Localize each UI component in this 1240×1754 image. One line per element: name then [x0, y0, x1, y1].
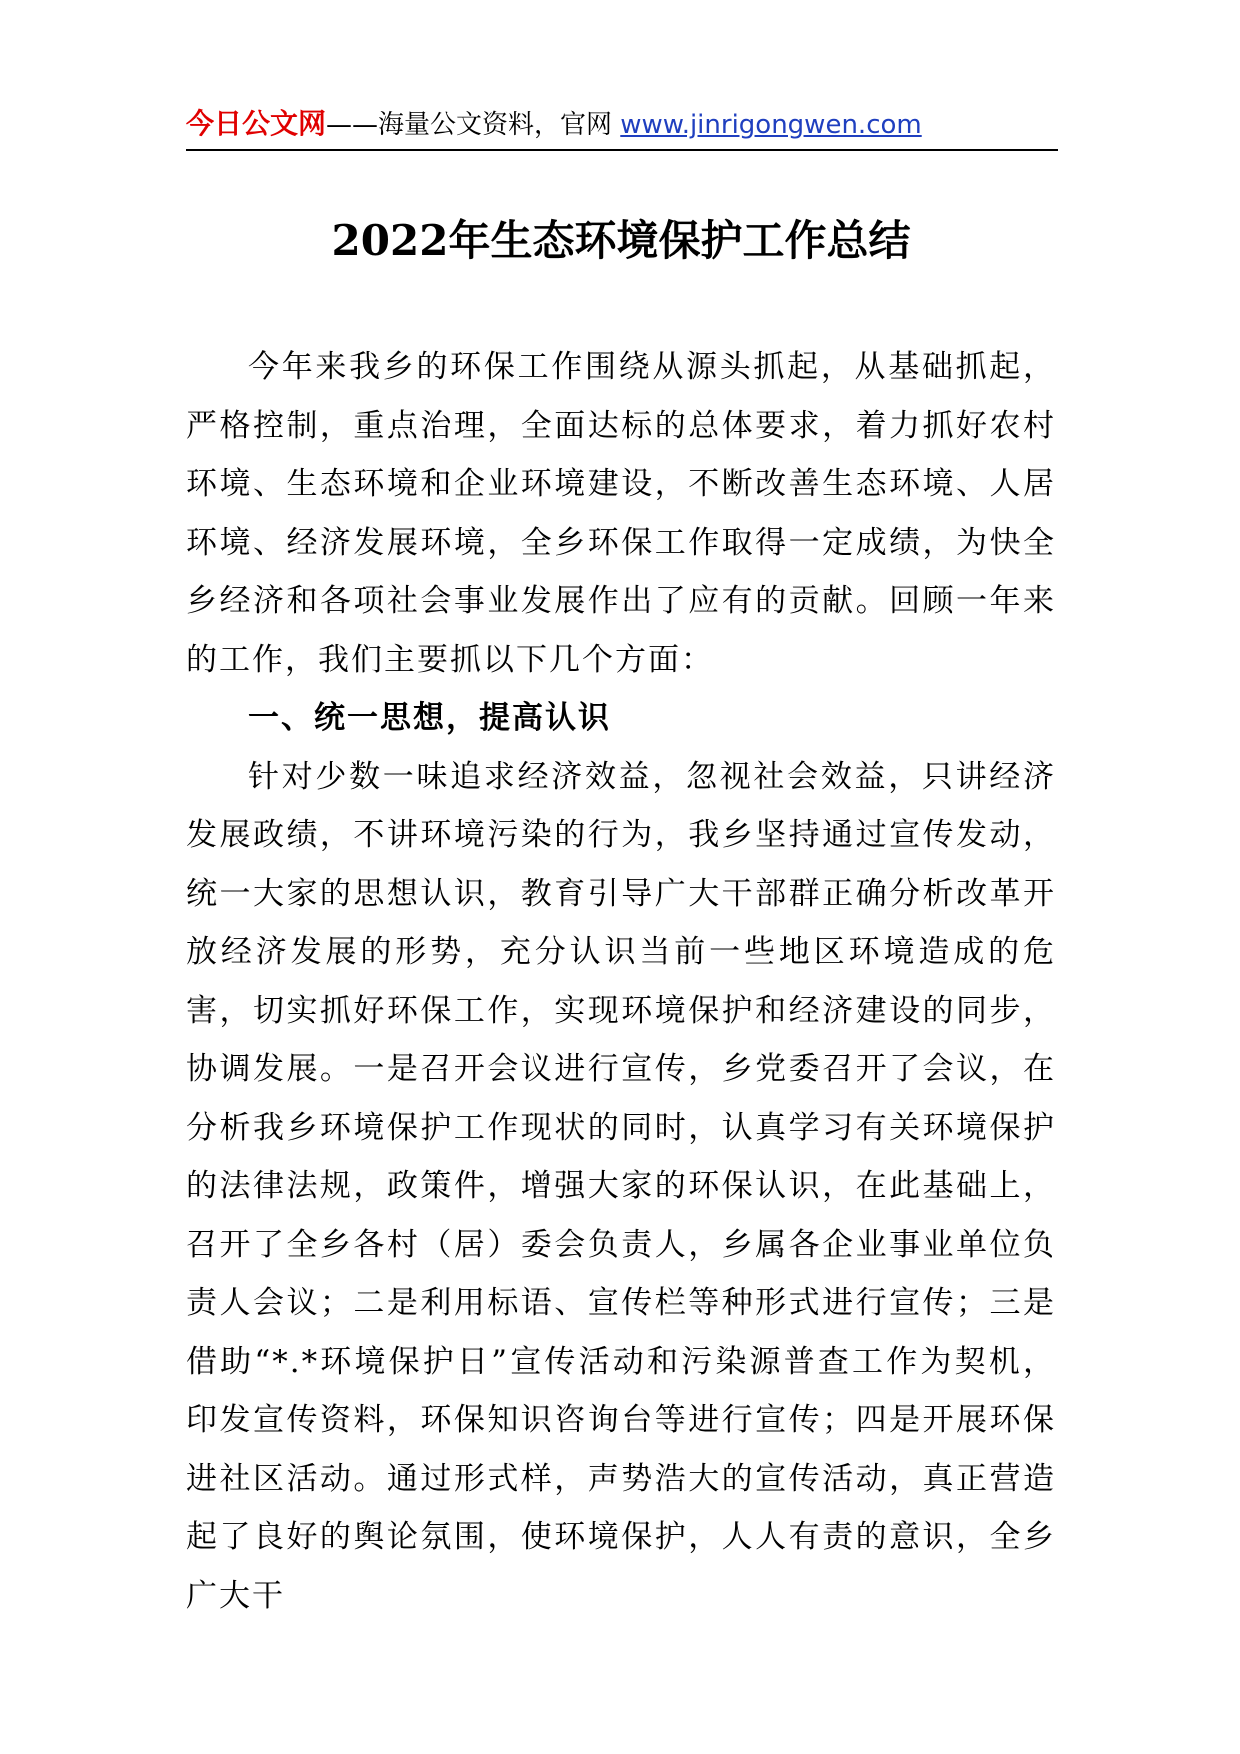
intro-paragraph: 今年来我乡的环保工作围绕从源头抓起，从基础抓起，严格控制，重点治理，全面达标的总体要求，着力抓好农村环境、生态环境和企业环境建设，不断改善生态环境、人居环境、经济发展环境，全乡环保工作取得一定成绩，为快全乡经济和各项社会事业发展作出了应有的贡献。回顾一年来的工作，我们主要抓以下几个方面：	[186, 349, 1056, 678]
site-header	[186, 104, 1056, 144]
section-paragraph: 针对少数一味追求经济效益，忽视社会效益，只讲经济发展政绩，不讲环境污染的行为，我乡坚持通过宣传发动，统一大家的思想认识，教育引导广大干部群正确分析改革开放经济发展的形势，充分认识当前一些地区环境造成的危害，切实抓好环保工作，实现环境保护和经济建设的同步，协调发展。一是召开会议进行宣传，乡党委召开了会议，在分析我乡环境保护工作现状的同时，认真学习有关环境保护的法律法规，政策件，增强大家的环保认识，在此基础上，召开了全乡各村（居）委会负责人，乡属各企业事业单位负责人会议；二是利用标语、宣传栏等种形式进行宣传；三是借助“*.*环境保护日”宣传活动和污染源普查工作为契机，印发宣传资料，环保知识咨询台等进行宣传；四是开展环保进社区活动。通过形式样，声势浩大的宣传活动，真正营造起了良好的舆论氛围，使环境保护，人人有责的意识，全乡广大干	[186, 758, 1056, 1614]
section-heading: 一、统一思想，提高认识	[248, 700, 611, 736]
header-divider	[186, 149, 1058, 151]
document-body	[186, 338, 1056, 1625]
brand-name: 今日公文网	[186, 107, 327, 140]
website-link[interactable]: www.jinrigongwen.com	[620, 110, 922, 140]
header-tagline: ——海量公文资料，官网	[326, 110, 621, 140]
document-title: 2022年生态环境保护工作总结	[331, 216, 911, 265]
